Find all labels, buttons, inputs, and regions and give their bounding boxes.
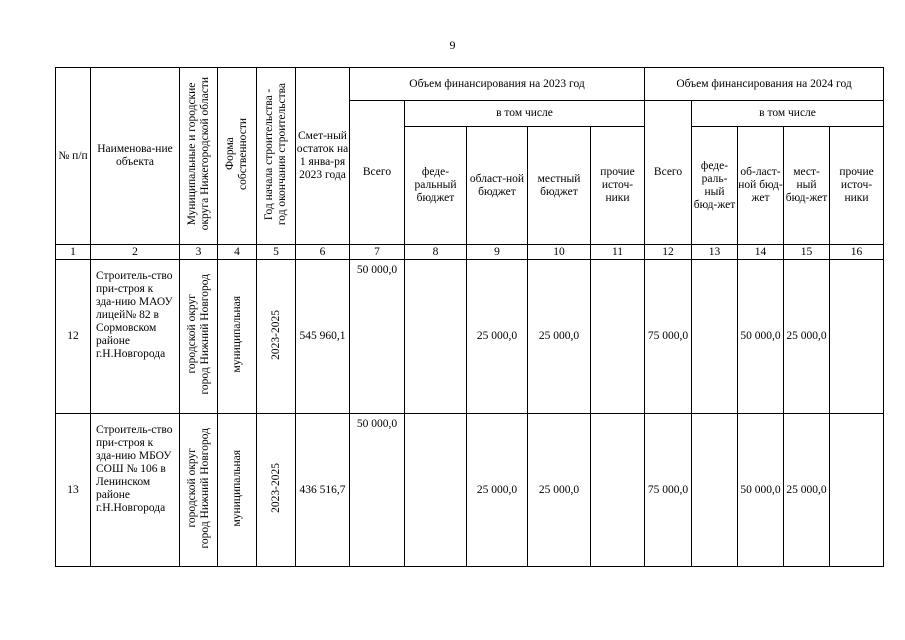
regional-2023-cell: 25 000,0: [467, 260, 528, 414]
other-2024-cell: [830, 414, 884, 567]
header-regional-2024: об-ласт-ной бюд-жет: [738, 127, 784, 245]
regional-2023-cell: 25 000,0: [467, 414, 528, 567]
column-number: 16: [830, 245, 884, 260]
column-number: 5: [257, 245, 296, 260]
header-num: № п/п: [56, 68, 91, 245]
balance-cell: 545 960,1: [296, 260, 350, 414]
header-regional-2023: област-ной бюджет: [467, 127, 528, 245]
column-number-row: [56, 245, 884, 260]
row-num: 13: [56, 414, 91, 567]
header-years: Год начала строительства - год окончания строительства: [257, 68, 296, 245]
column-number: 6: [296, 245, 350, 260]
header-municipality: Муниципальные и городские округа Нижегородской области: [180, 68, 218, 245]
page-number: 9: [449, 38, 456, 52]
table-row: [56, 414, 884, 567]
years-cell: 2023-2025: [257, 414, 296, 567]
header-local-2023: местный бюджет: [528, 127, 591, 245]
header-including-2024: в том числе: [692, 101, 884, 127]
column-number: 2: [91, 245, 180, 260]
federal-2024-cell: [692, 260, 738, 414]
ownership-cell: муниципальная: [218, 260, 257, 414]
header-federal-2024: феде-раль-ный бюд-жет: [692, 127, 738, 245]
regional-2024-cell: 50 000,0: [738, 414, 784, 567]
header-ownership: Форма собственности: [218, 68, 257, 245]
local-2023-cell: 25 000,0: [528, 260, 591, 414]
column-number: 14: [738, 245, 784, 260]
header-other-2023: прочие источ-ники: [591, 127, 645, 245]
federal-2023-cell: [405, 414, 467, 567]
row-num: 12: [56, 260, 91, 414]
header-federal-2023: феде-ральный бюджет: [405, 127, 467, 245]
column-number: 7: [350, 245, 405, 260]
federal-2024-cell: [692, 414, 738, 567]
header-row-1: [56, 68, 884, 101]
years-cell: 2023-2025: [257, 260, 296, 414]
federal-2023-cell: [405, 260, 467, 414]
column-number: 4: [218, 245, 257, 260]
column-number: 10: [528, 245, 591, 260]
column-number: 13: [692, 245, 738, 260]
header-fin-2024: Объем финансирования на 2024 год: [645, 68, 884, 101]
column-number: 15: [784, 245, 830, 260]
other-2024-cell: [830, 260, 884, 414]
other-2023-cell: [591, 260, 645, 414]
local-2023-cell: 25 000,0: [528, 414, 591, 567]
municipality-cell: городской округ город Нижний Новгород: [180, 260, 218, 414]
header-balance: Смет-ный остаток на 1 янва-ря 2023 года: [296, 68, 350, 245]
total-2023-cell: 50 000,0: [350, 260, 405, 414]
other-2023-cell: [591, 414, 645, 567]
total-2024-cell: 75 000,0: [645, 260, 692, 414]
object-name: Строитель-ство при-строя к зда-нию МАОУ лицей№ 82 в Сормовском районе г.Н.Новгорода: [91, 260, 180, 414]
column-number: 12: [645, 245, 692, 260]
table-row: [56, 260, 884, 414]
object-name: Строитель-ство при-строя к зда-нию МБОУ СОШ № 106 в Ленинском районе г.Н.Новгорода: [91, 414, 180, 567]
regional-2024-cell: 50 000,0: [738, 260, 784, 414]
ownership-cell: муниципальная: [218, 414, 257, 567]
header-fin-2023: Объем финансирования на 2023 год: [350, 68, 645, 101]
column-number: 11: [591, 245, 645, 260]
header-total-2023: Всего: [350, 101, 405, 245]
header-name: Наименова-ние объекта: [91, 68, 180, 245]
header-other-2024: прочие источ-ники: [830, 127, 884, 245]
municipality-cell: городской округ город Нижний Новгород: [180, 414, 218, 567]
header-local-2024: мест-ный бюд-жет: [784, 127, 830, 245]
header-including-2023: в том числе: [405, 101, 645, 127]
header-total-2024: Всего: [645, 101, 692, 245]
local-2024-cell: 25 000,0: [784, 414, 830, 567]
total-2024-cell: 75 000,0: [645, 414, 692, 567]
local-2024-cell: 25 000,0: [784, 260, 830, 414]
column-number: 9: [467, 245, 528, 260]
column-number: 3: [180, 245, 218, 260]
column-number: 1: [56, 245, 91, 260]
balance-cell: 436 516,7: [296, 414, 350, 567]
column-number: 8: [405, 245, 467, 260]
total-2023-cell: 50 000,0: [350, 414, 405, 567]
financing-table: [55, 67, 884, 567]
